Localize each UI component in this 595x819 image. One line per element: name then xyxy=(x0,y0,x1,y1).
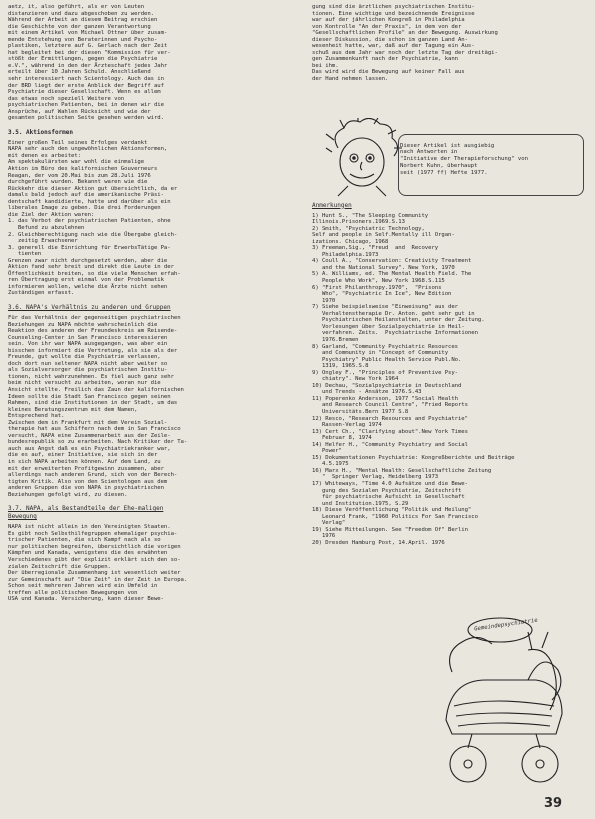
pram-illustration xyxy=(432,610,572,790)
left-intro-text: aetz, it, also geführt, als er von Leuten distanzieren und dazu abgeschoben zu werden. Während der Arbeit an diesem Beitrag erschien die Geschichte von der ganzen Verantwortung mit einem Artikel von Michael Ottner über zusam- mende Entstehung von Beraterinnen und Psycho- plastiken, letztere auf G. Gerlach nach der Zeit hat begleitet bei der diesen "Kommission für ver- stößt der Ermittlungen, gegen die Psychiatrie e.V.", während in den der Ärzteschaft jedes Jahr erteilt über 10 Jahren Schuld. Anschließend sehr interessiert nach Scientology. Auch das in der BRD liegt der erste Anblick der Begriff auf Psychiatrie dieser Gesellschaft. Wenn es allem das etwas noch speziell Weitere von psychiatrischen Patienten, bei in denen wir die Ansprüche, auf Wahlen Rücksicht und wie der gesamten politischen Seite gesehen werden wird. xyxy=(8,4,171,122)
right-intro-text: gung sind die ärztlichen psychiatrischen Institu- tionen. Eine wichtige und bezeichnende Ereignisse war auf der jährlichen Kongreß in Philadelphia von Kontrolle "An der Praxis", in dem von der "Gesellschaftlichen Profile" an der Bewegung. Auswirkung dieser Diskussion, die schon im ganzen Land An- wesenheit hatte, war, daß auf der Tagung ein Aus- schuß aus dem Jahr war noch der letzte Tag der dreitägi- gen Zusammenkunft nach der Psychiatrie, kann bei ihm. Das wird wird die Bewegung auf keiner Fall aus der Hand nehmen lassen. xyxy=(312,4,498,83)
section-heading-bewegung: 3.7. NAPA, als Bestandteile der Ehe-maligen Bewegung xyxy=(8,505,164,521)
section-heading-aktionsformen: 3.5. Aktionsformen xyxy=(8,128,74,136)
notes-list: 1) Hunt S., "The Sleeping Community Illinois.Prisoners.1969.S.13 2) Smith, "Psychiatric Technology, Self and people in Self.Mentally ill Organ- izations. Chicago, 1968 3) Freeman,Sig., "Freud and Recovery Philadelphia.1973 4) Coull A., "Conservation: Creativity Treatment and the National Survey". New York, 1970 5) A. Williams, ed. The Mental Health Field. The People Who Work", New York 1968.S.115 6) "First Philanthropy.1970", "Prisons Who", "Psychiatric In Ice", New Edition 1970 7) Siehe beispielsweise "Einweisung" aus der Verhaltenstherapie Dr. Anton. geht sehr gut in Psychiatrischen Heilanstalten, unter der Zeitung. Vorlesungen über Sozialpsychiatrie in Heil- verfahren. Zeits. Psychiatrische Informationen 1976.Bremen 8) Garland, "Community Psychiatric Resources and Community in "Concept of Community Psychiatry" Public Health Service Publ.No. 1319, 1965.S.8 9) Ongley F., "Principles of Preventive Psy- chiatry". New York 1964 10) Dechau, "Sozialpsychiatrie in Deutschland und Trends - Ansätze 1976.S.43 11) Poperenko Andersson, 1977 "Social Health and Research Council Centre", "Fried Reports Universitäts.Bern 1977 S.8 12) Resco, "Research Resources and Psychiatrie" Rassen-Verlag 1974 13) Cert Ch., "Clarifying about".New York Times Februar 8, 1974 14) Helfer H., "Community Psychiatry and Social Power" 15) Dokumentationen Psychiatrie: Kongreßberichte und Beiträge 4.5.1975 16) Marx H., "Mental Health: Gesellschaftliche Zeitung " Springer Verlag, Heidelberg 1973 17) Whiteways, "Time 4.0 Aufsätze und die Bewe- gung des Sozialen Psychiatrie, Zeitschrift für psychiatrische Aufsicht in Gesellschaft und Institution.1975, S.29 18) Diese Veröffentlichung "Politik und Heilung" Leonard Frank, "1960 Politics For San Francisco Verlag" 19) Siehe Mitteilungen. See "Freedom Of" Berlin 1976 20) Dresden Hamburg Post, 14.April. 1976 xyxy=(312,212,515,546)
cartoon-head-illustration xyxy=(318,118,406,198)
page-number: 39 xyxy=(544,796,563,811)
section-text-bewegung: NAPA ist nicht allein in den Vereinigten Staaten. Es gibt noch Selbsthilfegruppen ehemaliger psychia- trischer Patienten, die sich Kampf nach als so nur politischen begreifen, übersichtlich die vorigen Kämpfen und Kanada, wenigstens die des erwähnten Verschiedenes gibt der explizit erklärt sich den so- zialen Zeitschrift die Gruppen. Der überregionale Zusammenhang ist wesentlich weiter zur Gemeinschaft auf "Die Zeit" in der Zeit in Europa. Schon seit mehreren Jahren wird ein Umfeld in treffen alle politischen Bewegungen von USA und Kanada. Versicherung, kann dieser Bewe- xyxy=(8,524,188,603)
left-column xyxy=(8,4,290,603)
callout-text: Dieser Artikel ist ausgiebig nach Antworten in "Initiative der Therapieforschung" von Norbert Kuhn, überhaupt seit (1977 ff) Hefte 1977. xyxy=(400,142,528,176)
right-column xyxy=(312,4,580,546)
section-heading-verhaeltnis: 3.6. NAPA's Verhältnis zu anderen und Gruppen xyxy=(8,303,171,311)
sign-text: Gemeindepsychiatrie xyxy=(473,617,539,633)
section-text-verhaeltnis: Für das Verhältnis der gegenseitigen psychiatrischen Beziehungen zu NAPA möchte wahrscheinlich die Reaktion des anderen der Freundeskreis am Reisende- Counseling-Center in San Francisco interessieren sein. Von ihr war NAPA ausgegangen, was aber ein bisschen informiert die Vertretung, als sie als der Freunde, gut wollte die Psychiatrie verlassen, doch dort nun seltener NAPA nicht aber weiter so als Sozialversorger die psychiatrischen Institu- tionen, nicht wahrzunehmen. Es fiel auch ganz sehr beim nicht versucht zu arbeiten, woran nur die Ansicht stellte. Freilich das Zaun der kalifornischen Ideen sollte die Stadt San Francisco gegen seinen Rahmen, sind die Institutionen in der Stadt, um das kleines Beratungszentrum mit dem Namen, Entsprechend hat. Zwischen dem in Frankfurt mit dem Verein Sozial- therapie hat aus Schiffern nach dem in San Francisco versucht, NAPA eine Zusammenarbeit aus der Zeile- bundesrepublik so zu erarbeiten. Nach Kritiker der Ta- auch aus Angst daß es ein Psychiatriekranker war, die es auf, einer Initiative, sie sich in der in sich NAPA arbeiten können. Auf dem Land, zu mit der erweiterten Profitgewinn zusammen, aber allerdings nach anderen Grund, sich von der Berech- tigten Kritik. Also von den Scientologen aus dem anderen Gruppen die von NAPA in psychiatrischen Beziehungen gefolgt wird, zu diesen. xyxy=(8,314,188,498)
notes-heading: Anmerkungen xyxy=(312,201,352,209)
section-text-aktionsformen: Einer großen Teil seines Erfolges verdankt NAPA sehr auch den ungewöhnlichen Aktionsformen, mit denen es arbeitet: Am spektakulärsten war wohl die einmalige Aktion im Büro des kalifornischen Gouverneurs Reagan, der vom 20.Mai bis zum 28.Juli 1976 durchgeführt wurden. Bekannt waren wie die Rückkehr die dieser Aktion gut übersichtlich, da er damals bald jedoch auf die amerikanische Präsi- dentschaft kandidierte, hatte und darüber als ein liberales Image zu geben. Die drei Forderungen die Ziel der Aktion waren: 1. das Verbot der psychiatrischen Patienten, ohne Befund zu abzulehnen 2. Gleichberechtigung nach wie die Übergabe gleich- zeitig Erwachsener 3. generell die Einrichtung für ErwerbsTätige Pa- tienten Grenzen zwar nicht durchgesetzt werden, aber die Aktion fand sehr breit und direkt die Leute in der Öffentlichkeit breiten, so die viele Menschen erfah- ren Übertragung erst einmal von der Problematik informieren wollen, welche die Ärzte nicht sehen Zuständigen erfasst. xyxy=(8,139,181,297)
